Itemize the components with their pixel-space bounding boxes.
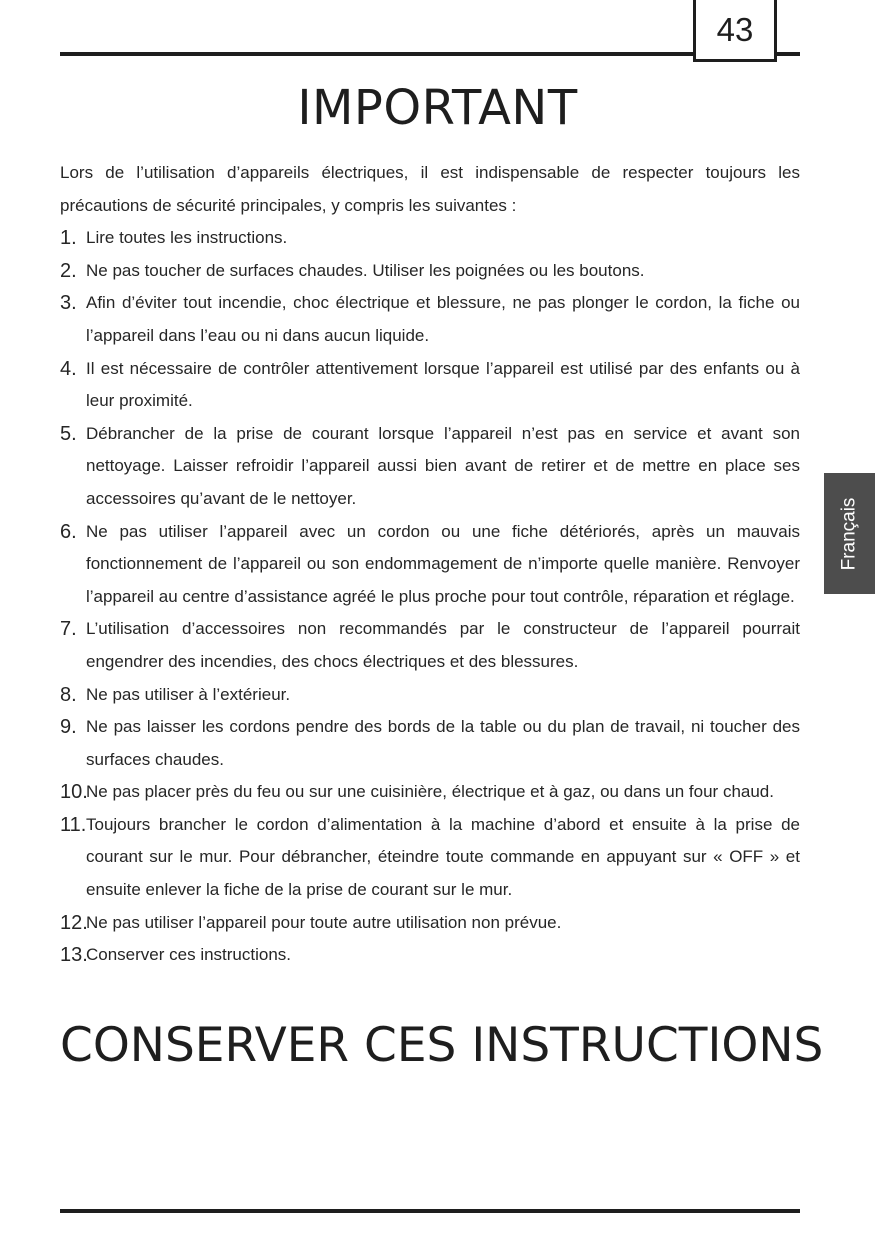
list-item (60, 287, 800, 352)
intro-paragraph: Lors de l’utilisation d’appareils électriques, il est indispensable de respecter toujours les précautions de sécurité principales, y compris les suivantes : (60, 163, 800, 215)
item-text: Ne pas toucher de surfaces chaudes. Utiliser les poignées ou les boutons. (86, 260, 645, 280)
item-number: 2. (60, 259, 77, 282)
page-title: IMPORTANT (297, 80, 578, 136)
list-item (60, 809, 800, 907)
list-item (60, 353, 800, 418)
item-number: 11. (60, 813, 87, 836)
list-item (60, 516, 800, 614)
item-text: L’utilisation d’accessoires non recommandés par le constructeur de l’appareil pourrait engendrer des incendies, des chocs électriques et des blessures. (86, 619, 800, 671)
list-item (60, 255, 800, 288)
item-number: 6. (60, 520, 77, 543)
item-text: Ne pas placer près du feu ou sur une cuisinière, électrique et à gaz, ou dans un four chaud. (86, 782, 774, 802)
item-number: 5. (60, 422, 77, 445)
item-text: Conserver ces instructions. (86, 945, 292, 965)
item-text: Il est nécessaire de contrôler attentivement lorsque l’appareil est utilisé par des enfants ou à leur proximité. (86, 358, 800, 411)
footer-title: CONSERVER CES INSTRUCTIONS (60, 1018, 824, 1073)
item-text: Toujours brancher le cordon d’alimentation à la machine d’abord et ensuite à la prise de courant sur le mur. Pour débrancher, éteindre toute commande en appuyant sur « OFF » et ensuite enlever la fiche de la prise de courant sur le mur. (86, 814, 800, 900)
item-text: Ne pas utiliser l’appareil avec un cordon ou une fiche détériorés, après un mauvais fonctionnement de l’appareil ou son endommagement de n’importe quelle manière. Renvoyer l’appareil au centre d’assistance agréé le plus proche pour tout contrôle, réparation et réglage. (86, 521, 800, 606)
list-item (60, 222, 800, 255)
list-item (60, 613, 800, 678)
item-text: Débrancher de la prise de courant lorsque l’appareil n’est pas en service et avant son nettoyage. Laisser refroidir l’appareil aussi bien avant de retirer et de mettre en place ses accessoires qu’avant de le nettoyer. (86, 423, 800, 508)
bottom-rule (60, 1209, 800, 1213)
item-number: 12. (60, 911, 88, 934)
list-item (60, 776, 800, 809)
item-number: 3. (60, 292, 77, 315)
item-number: 8. (60, 683, 77, 706)
item-text: Lire toutes les instructions. (86, 228, 288, 248)
list-item (60, 907, 800, 940)
list-item (60, 711, 800, 776)
item-number: 9. (60, 716, 77, 739)
item-text: Afin d’éviter tout incendie, choc électrique et blessure, ne pas plonger le cordon, la fiche ou l’appareil dans l’eau ou ni dans aucun liquide. (86, 293, 800, 345)
list-item (60, 939, 800, 972)
language-tab (824, 473, 875, 594)
language-tab-label: Français (838, 497, 860, 570)
item-text: Ne pas utiliser l’appareil pour toute autre utilisation non prévue. (86, 912, 562, 932)
instructions-body (60, 157, 800, 972)
list-item (60, 418, 800, 516)
item-number: 4. (60, 357, 77, 380)
item-number: 10. (60, 781, 88, 804)
item-number: 1. (60, 227, 77, 250)
item-number: 7. (60, 618, 77, 641)
safety-list (60, 222, 800, 972)
item-text: Ne pas utiliser à l’extérieur. (86, 684, 291, 704)
top-rule (60, 52, 800, 56)
item-text: Ne pas laisser les cordons pendre des bords de la table ou du plan de travail, ni toucher des surfaces chaudes. (86, 717, 800, 769)
page-number: 43 (693, 0, 777, 62)
item-number: 13. (60, 944, 88, 967)
list-item (60, 679, 800, 712)
